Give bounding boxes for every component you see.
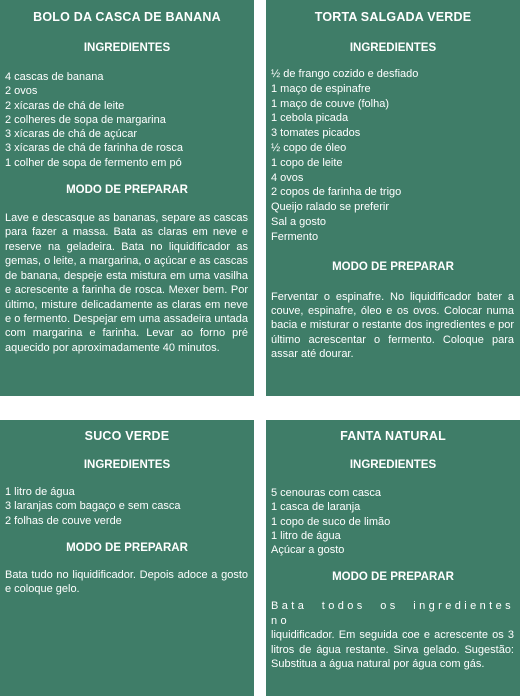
recipe-card-suco <box>0 420 254 696</box>
list-item: 1 copo de suco de limão <box>271 515 391 528</box>
method-text: Lave e descasque as bananas, separe as cascas para fazer a massa. Bata as claras em neve e reserve na geladeira. Bata no liquidificador as gemas, o leite, a margarina, o açúcar e as cascas de banana, despeje esta mistura em uma vasilha e acrescente a farinha de rosca. Mexer bem. Por último, misture delicadamente as claras em neve e o fermento. Despejar em uma assadeira untada com margarina e farinha. Levar ao forno pré aquecido por aproximadamente 40 minutos. <box>5 212 248 354</box>
ingredients-heading: INGREDIENTES <box>349 459 437 471</box>
list-item: Fermento <box>271 230 319 243</box>
list-item: ½ copo de óleo <box>271 141 347 154</box>
method-text: Ferventar o espinafre. No liquidificador bater a couve, espinafre, óleo e os ovos. Colocar numa bacia e misturar o restante dos ingredientes e por último acrescentar o fermento. Coloque para assar até dourar. <box>271 290 514 361</box>
ingredients-list <box>0 485 254 528</box>
list-item: 1 colher de sopa de fermento em pó <box>5 156 182 169</box>
list-item: 1 maço de couve (folha) <box>271 97 390 110</box>
ingredients-heading: INGREDIENTES <box>349 42 437 54</box>
method-text-first-line: Bata todos os ingredientes no <box>271 600 514 627</box>
list-item: 4 cascas de banana <box>5 71 104 83</box>
ingredients-heading: INGREDIENTES <box>83 459 171 471</box>
recipe-title: TORTA SALGADA VERDE <box>314 10 472 24</box>
method-text: Bata tudo no liquidificador. Depois adoce a gosto e coloque gelo. <box>5 568 248 596</box>
list-item: 3 laranjas com bagaço e sem casca <box>5 500 181 513</box>
list-item: 3 xícaras de chá de açúcar <box>5 128 138 141</box>
list-item: 1 litro de água <box>5 486 75 498</box>
recipe-card-fanta <box>266 420 520 696</box>
recipe-title: FANTA NATURAL <box>340 429 446 443</box>
recipe-title: BOLO DA CASCA DE BANANA <box>33 10 221 24</box>
method-text: liquidificador. Em seguida coe e acrescente os 3 litros de água restante. Sirva gelado. Sugestão: Substitua a água natural por água com gás. <box>271 629 514 671</box>
recipe-title: SUCO VERDE <box>84 429 170 443</box>
list-item: 2 copos de farinha de trigo <box>271 186 402 199</box>
method-heading: MODO DE PREPARAR <box>66 541 188 554</box>
list-item: 2 ovos <box>5 85 38 98</box>
method-heading: MODO DE PREPARAR <box>332 260 454 273</box>
list-item: 1 cebola picada <box>271 112 349 125</box>
list-item: 3 xícaras de chá de farinha de rosca <box>5 142 183 155</box>
list-item: 2 colheres de sopa de margarina <box>5 113 166 126</box>
list-item: 5 cenouras com casca <box>271 487 382 499</box>
list-item: ½ de frango cozido e desfiado <box>271 68 419 80</box>
method-heading: MODO DE PREPARAR <box>332 571 454 584</box>
list-item: Açúcar a gosto <box>271 544 345 557</box>
ingredients-list <box>266 486 520 557</box>
list-item: 2 folhas de couve verde <box>5 514 122 527</box>
list-item: 1 litro de água <box>271 529 341 542</box>
method-heading: MODO DE PREPARAR <box>66 184 188 197</box>
list-item: Queijo ralado se preferir <box>271 201 390 214</box>
list-item: 1 casca de laranja <box>271 501 361 514</box>
list-item: 4 ovos <box>271 171 304 184</box>
list-item: 3 tomates picados <box>271 127 361 140</box>
recipe-card-torta <box>266 0 520 396</box>
ingredients-list <box>266 67 520 245</box>
ingredients-list <box>0 70 254 170</box>
recipe-card-bolo <box>0 0 254 396</box>
list-item: 1 copo de leite <box>271 156 343 169</box>
list-item: 1 maço de espinafre <box>271 82 371 95</box>
ingredients-heading: INGREDIENTES <box>83 42 171 54</box>
list-item: 2 xícaras de chá de leite <box>5 99 125 112</box>
list-item: Sal a gosto <box>271 215 327 228</box>
